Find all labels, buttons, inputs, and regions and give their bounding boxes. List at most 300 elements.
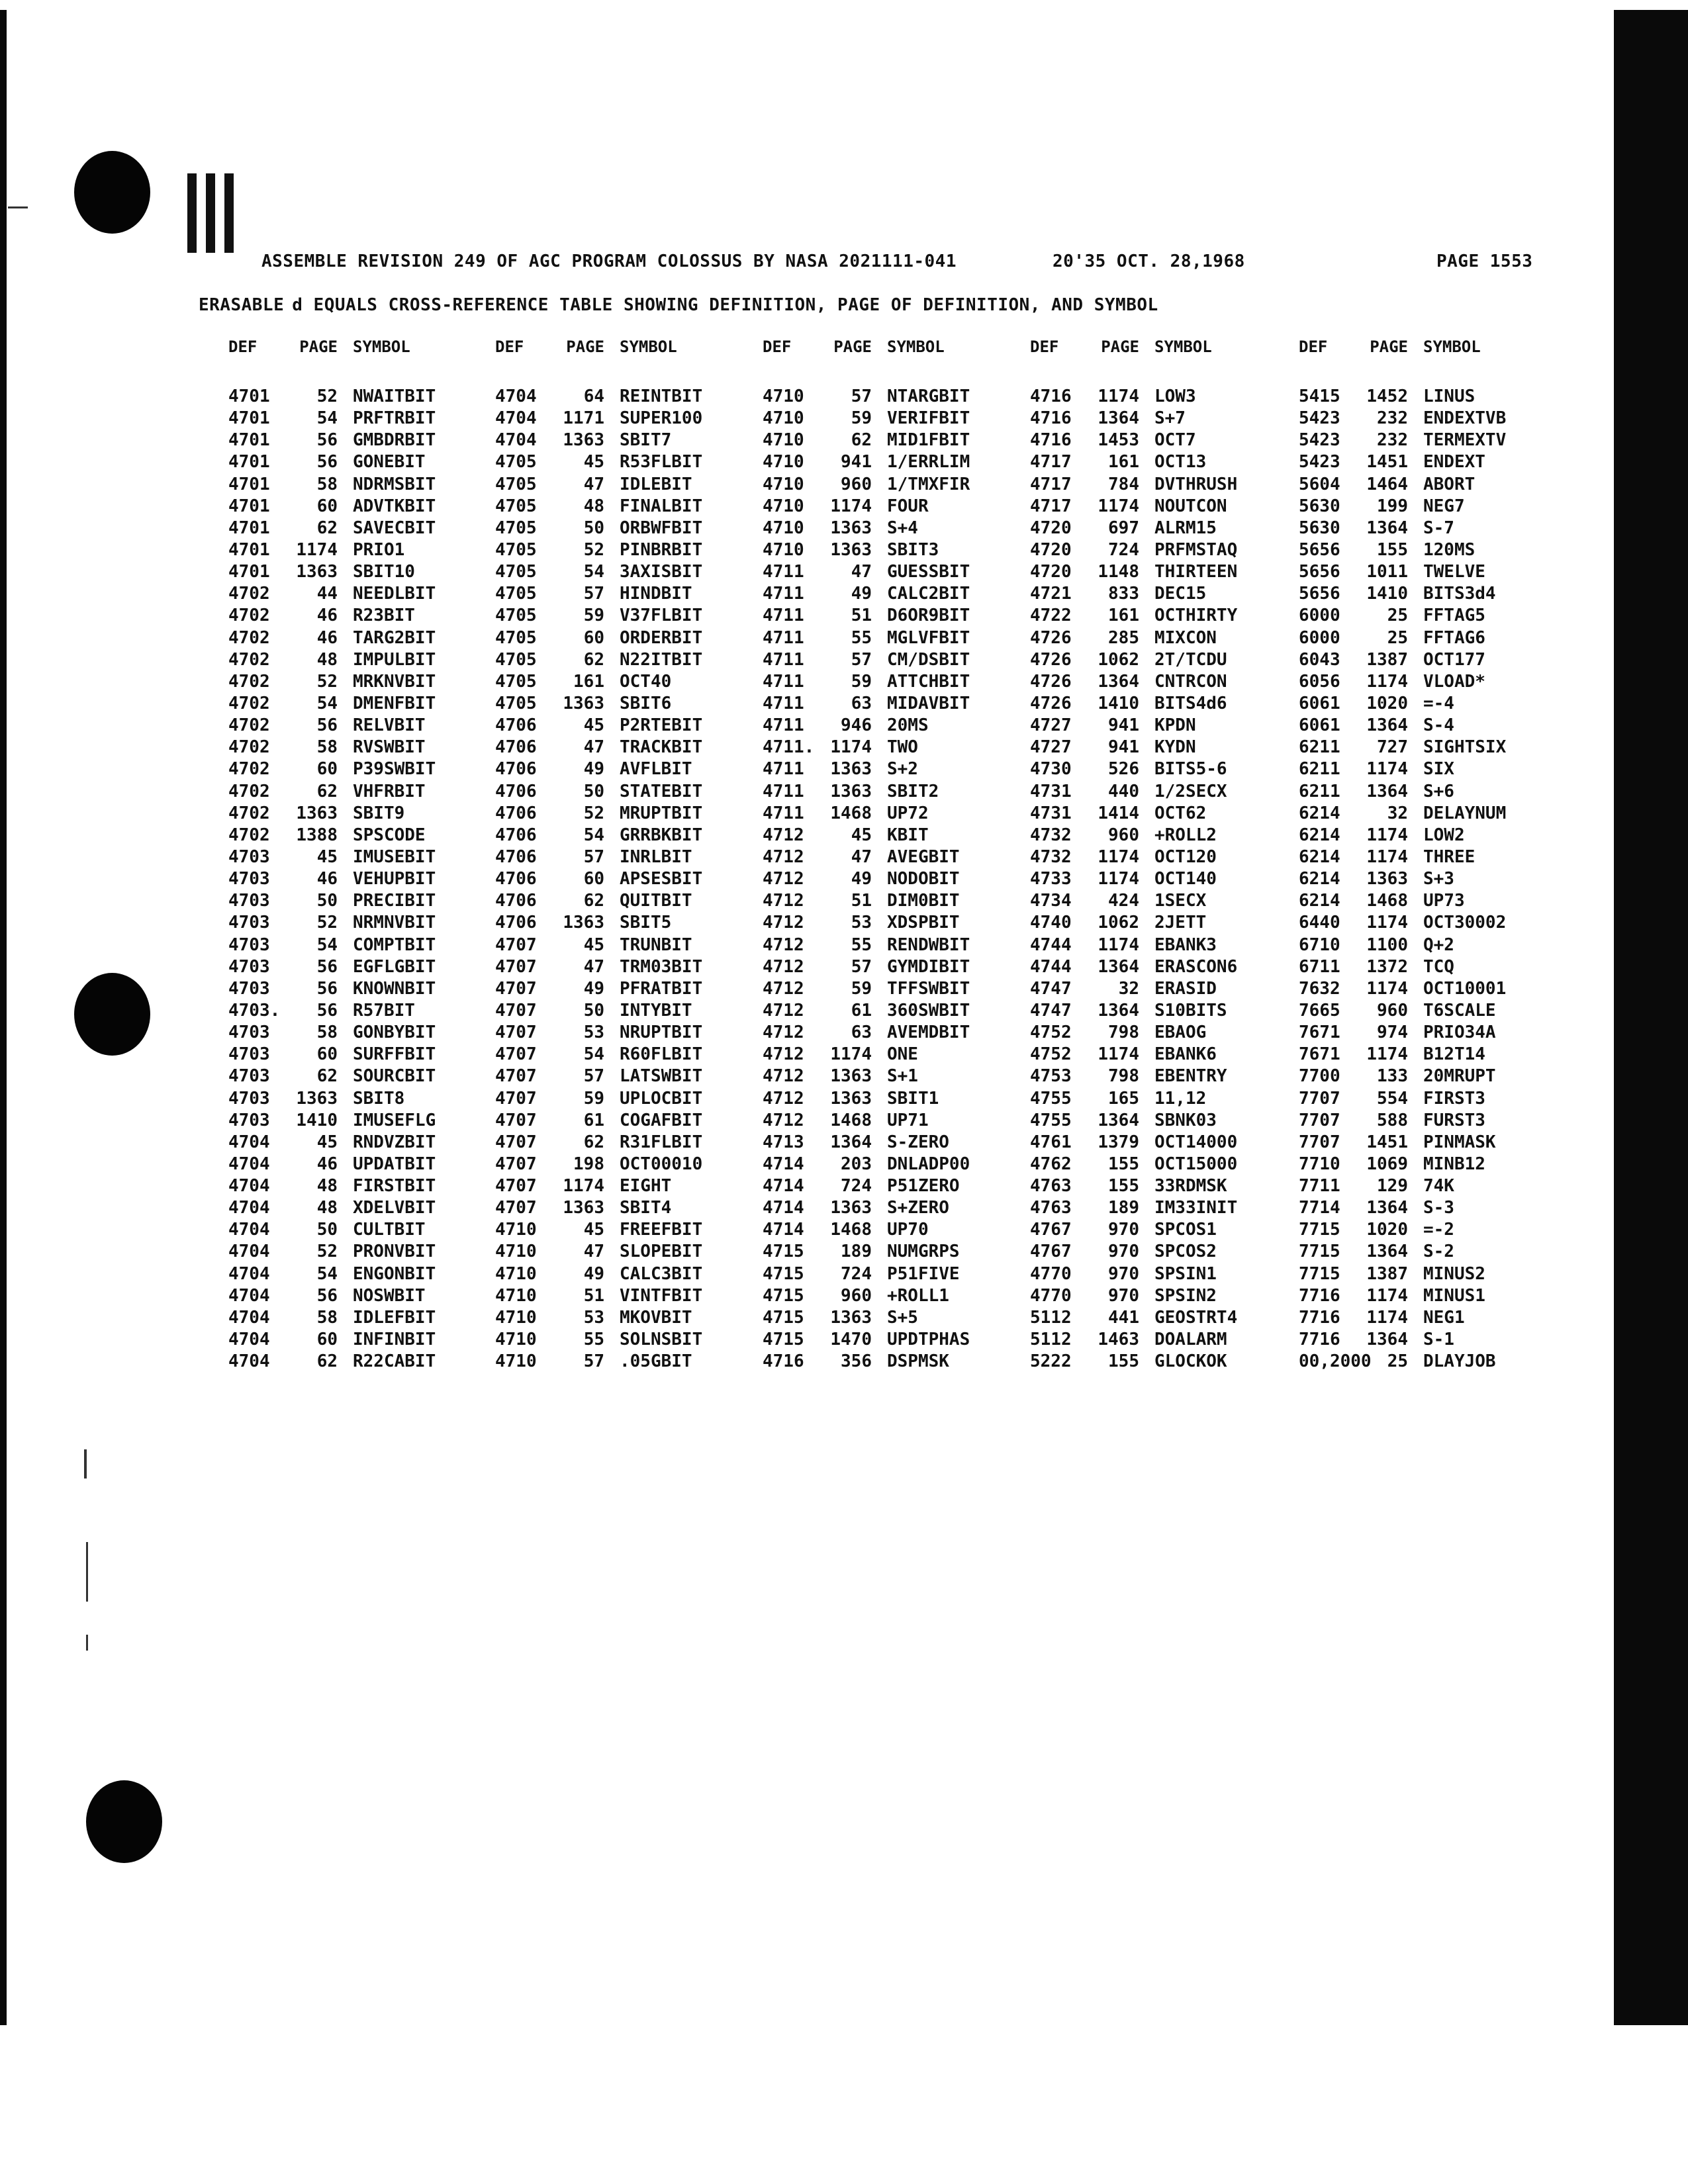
table-row bbox=[228, 1023, 493, 1044]
symbol-cell: OCT7 bbox=[1154, 430, 1196, 451]
page-cell: 50 bbox=[316, 1220, 338, 1240]
table-row bbox=[228, 1176, 493, 1198]
symbol-cell: S-2 bbox=[1423, 1242, 1454, 1262]
symbol-cell: OCT13 bbox=[1154, 452, 1207, 473]
def-cell: 4717 bbox=[1030, 496, 1072, 516]
table-row bbox=[228, 891, 493, 913]
column-group bbox=[495, 338, 760, 1373]
page-cell: 25 bbox=[1387, 627, 1408, 648]
header-symbol: SYMBOL bbox=[353, 338, 410, 356]
page-cell: 57 bbox=[851, 956, 872, 977]
page-cell: 1174 bbox=[1366, 1285, 1408, 1306]
symbol-cell: NDRMSBIT bbox=[353, 474, 436, 494]
symbol-cell: OCT14000 bbox=[1154, 1132, 1238, 1152]
symbol-cell: TCQ bbox=[1423, 956, 1454, 977]
table-row bbox=[228, 1044, 493, 1066]
def-cell: 4703. bbox=[228, 1000, 281, 1021]
def-cell: 4715 bbox=[763, 1307, 804, 1328]
symbol-cell: ENDEXTVB bbox=[1423, 408, 1507, 429]
def-cell: 4706 bbox=[495, 737, 537, 758]
symbol-cell: S+2 bbox=[887, 759, 918, 780]
symbol-cell: N22ITBIT bbox=[620, 649, 703, 670]
page-cell: 1174 bbox=[563, 1176, 604, 1197]
page-cell: 1174 bbox=[1366, 913, 1408, 933]
page-cell: 57 bbox=[583, 846, 604, 867]
def-cell: 4703 bbox=[228, 934, 270, 955]
header-symbol: SYMBOL bbox=[1423, 338, 1481, 356]
table-row bbox=[1030, 1111, 1295, 1132]
symbol-cell: MIXCON bbox=[1154, 627, 1217, 648]
table-row bbox=[228, 430, 493, 452]
page-cell: 50 bbox=[583, 781, 604, 801]
table-row bbox=[1299, 1023, 1564, 1044]
page-cell: 189 bbox=[841, 1242, 872, 1262]
symbol-cell: PRIO34A bbox=[1423, 1023, 1496, 1043]
table-row bbox=[228, 1001, 493, 1023]
page-cell: 1453 bbox=[1098, 430, 1139, 451]
def-cell: 7716 bbox=[1299, 1330, 1340, 1350]
def-cell: 4705 bbox=[495, 539, 537, 560]
symbol-cell: VHFRBIT bbox=[353, 781, 426, 801]
table-row bbox=[228, 1242, 493, 1263]
symbol-cell: DMENFBIT bbox=[353, 693, 436, 713]
def-cell: 7707 bbox=[1299, 1132, 1340, 1152]
page-cell: 45 bbox=[583, 452, 604, 473]
symbol-cell: SIGHTSIX bbox=[1423, 737, 1507, 758]
table-row bbox=[495, 1351, 760, 1373]
page-cell: 1387 bbox=[1366, 1263, 1408, 1284]
page-cell: 727 bbox=[1377, 737, 1408, 758]
page-cell: 1364 bbox=[1366, 1242, 1408, 1262]
symbol-cell: SBIT1 bbox=[887, 1088, 939, 1109]
table-row bbox=[1030, 1176, 1295, 1198]
page-cell: 50 bbox=[583, 518, 604, 538]
page-cell: 52 bbox=[583, 539, 604, 560]
symbol-cell: SIX bbox=[1423, 759, 1454, 780]
punch-hole-middle bbox=[74, 973, 150, 1056]
table-row bbox=[228, 1198, 493, 1220]
def-cell: 4703 bbox=[228, 956, 270, 977]
def-cell: 4711 bbox=[763, 671, 804, 692]
def-cell: 7671 bbox=[1299, 1044, 1340, 1065]
table-row bbox=[228, 628, 493, 650]
page-cell: 54 bbox=[583, 1044, 604, 1065]
page-cell: 941 bbox=[1108, 715, 1139, 736]
def-cell: 4705 bbox=[495, 606, 537, 626]
symbol-cell: NWAITBIT bbox=[353, 387, 436, 406]
symbol-cell: S-1 bbox=[1423, 1330, 1454, 1350]
table-row bbox=[1299, 606, 1564, 627]
symbol-cell: S10BITS bbox=[1154, 1000, 1227, 1021]
symbol-cell: NUMGRPS bbox=[887, 1242, 960, 1262]
page-cell: 60 bbox=[583, 869, 604, 889]
def-cell: 4726 bbox=[1030, 671, 1072, 692]
column-header bbox=[495, 338, 760, 364]
symbol-cell: SBNK03 bbox=[1154, 1110, 1217, 1130]
page-cell: 32 bbox=[1118, 978, 1139, 999]
table-row bbox=[228, 540, 493, 562]
symbol-cell: DVTHRUSH bbox=[1154, 474, 1238, 494]
page-cell: 1364 bbox=[1366, 715, 1408, 736]
table-row bbox=[1299, 737, 1564, 759]
def-cell: 4770 bbox=[1030, 1263, 1072, 1284]
table-row bbox=[228, 672, 493, 694]
table-row bbox=[1299, 650, 1564, 672]
page-cell: 1363 bbox=[563, 1198, 604, 1218]
def-cell: 6214 bbox=[1299, 803, 1340, 823]
def-cell: 4714 bbox=[763, 1176, 804, 1197]
def-cell: 4705 bbox=[495, 693, 537, 713]
column-rows bbox=[763, 387, 1027, 1373]
def-cell: 4702 bbox=[228, 781, 270, 801]
symbol-cell: ONE bbox=[887, 1044, 918, 1065]
page-cell: 60 bbox=[316, 496, 338, 516]
symbol-cell: S+3 bbox=[1423, 869, 1454, 889]
def-cell: 4702 bbox=[228, 584, 270, 604]
def-cell: 4703 bbox=[228, 1044, 270, 1065]
def-cell: 4703 bbox=[228, 891, 270, 911]
table-row bbox=[228, 1308, 493, 1330]
def-cell: 4710 bbox=[763, 518, 804, 538]
def-cell: 4714 bbox=[763, 1154, 804, 1174]
def-cell: 4731 bbox=[1030, 781, 1072, 801]
def-cell: 4703 bbox=[228, 913, 270, 933]
scan-mark bbox=[86, 1542, 88, 1602]
table-row bbox=[763, 694, 1027, 715]
table-row bbox=[228, 1132, 493, 1154]
symbol-cell: OCT30002 bbox=[1423, 913, 1507, 933]
symbol-cell: SBIT9 bbox=[353, 803, 405, 823]
def-cell: 4701 bbox=[228, 387, 270, 406]
table-row bbox=[1030, 957, 1295, 979]
def-cell: 5630 bbox=[1299, 496, 1340, 516]
page-cell: 1174 bbox=[1366, 671, 1408, 692]
def-cell: 4701 bbox=[228, 430, 270, 451]
def-cell: 4732 bbox=[1030, 846, 1072, 867]
symbol-cell: KPDN bbox=[1154, 715, 1196, 736]
page-cell: 32 bbox=[1387, 803, 1408, 823]
def-cell: 4767 bbox=[1030, 1242, 1072, 1262]
def-cell: 6061 bbox=[1299, 693, 1340, 713]
table-row bbox=[495, 496, 760, 518]
table-row bbox=[763, 1220, 1027, 1242]
table-row bbox=[1030, 584, 1295, 606]
def-cell: 4710 bbox=[495, 1351, 537, 1372]
table-row bbox=[1030, 452, 1295, 474]
def-cell: 4727 bbox=[1030, 737, 1072, 758]
page-cell: 61 bbox=[851, 1000, 872, 1021]
symbol-cell: PRFTRBIT bbox=[353, 408, 436, 429]
symbol-cell: EBANK3 bbox=[1154, 934, 1217, 955]
def-cell: 4747 bbox=[1030, 1000, 1072, 1021]
def-cell: 5656 bbox=[1299, 539, 1340, 560]
subtitle-prefix: ERASABLE bbox=[199, 295, 285, 315]
def-cell: 4702 bbox=[228, 671, 270, 692]
page-cell: 46 bbox=[316, 869, 338, 889]
table-row bbox=[1030, 1089, 1295, 1111]
header-page: PAGE bbox=[833, 338, 872, 356]
symbol-cell: SPSIN2 bbox=[1154, 1285, 1217, 1306]
page-cell: 1363 bbox=[830, 1088, 872, 1109]
page-cell: 1410 bbox=[296, 1110, 338, 1130]
table-row bbox=[763, 606, 1027, 627]
def-cell: 4744 bbox=[1030, 934, 1072, 955]
table-row bbox=[763, 518, 1027, 540]
symbol-cell: ORBWFBIT bbox=[620, 518, 703, 538]
table-row bbox=[228, 715, 493, 737]
def-cell: 4701 bbox=[228, 496, 270, 516]
table-row bbox=[1299, 847, 1564, 869]
def-cell: 4712 bbox=[763, 1110, 804, 1130]
page-cell: 62 bbox=[316, 781, 338, 801]
table-row bbox=[1030, 628, 1295, 650]
page-cell: 62 bbox=[851, 430, 872, 451]
def-cell: 4755 bbox=[1030, 1088, 1072, 1109]
page-cell: 46 bbox=[316, 606, 338, 626]
page-cell: 285 bbox=[1108, 627, 1139, 648]
def-cell: 6043 bbox=[1299, 649, 1340, 670]
page-cell: 356 bbox=[841, 1351, 872, 1372]
symbol-cell: IMUSEBIT bbox=[353, 846, 436, 867]
table-row bbox=[1299, 1330, 1564, 1351]
table-row bbox=[495, 1132, 760, 1154]
def-cell: 6710 bbox=[1299, 934, 1340, 955]
def-cell: 4701 bbox=[228, 562, 270, 582]
def-cell: 4704 bbox=[228, 1220, 270, 1240]
def-cell: 5415 bbox=[1299, 387, 1340, 406]
table-row bbox=[1030, 825, 1295, 847]
def-cell: 6214 bbox=[1299, 825, 1340, 845]
def-cell: 4711 bbox=[763, 627, 804, 648]
table-row bbox=[228, 387, 493, 408]
table-row bbox=[1299, 979, 1564, 1001]
page-cell: 57 bbox=[583, 1066, 604, 1087]
symbol-cell: OCT40 bbox=[620, 671, 672, 692]
symbol-cell: OCT62 bbox=[1154, 803, 1207, 823]
def-cell: 4701 bbox=[228, 539, 270, 560]
symbol-cell: D6OR9BIT bbox=[887, 606, 970, 626]
def-cell: 7632 bbox=[1299, 978, 1340, 999]
def-cell: 4716 bbox=[763, 1351, 804, 1372]
page-cell: 49 bbox=[583, 1263, 604, 1284]
def-cell: 4727 bbox=[1030, 715, 1072, 736]
symbol-cell: S-7 bbox=[1423, 518, 1454, 538]
symbol-cell: P51FIVE bbox=[887, 1263, 960, 1284]
def-cell: 5222 bbox=[1030, 1351, 1072, 1372]
page-cell: 59 bbox=[851, 408, 872, 429]
table-row bbox=[228, 1330, 493, 1351]
def-cell: 4702 bbox=[228, 606, 270, 626]
page-cell: 25 bbox=[1387, 606, 1408, 626]
table-row bbox=[763, 672, 1027, 694]
def-cell: 7716 bbox=[1299, 1307, 1340, 1328]
def-cell: 4703 bbox=[228, 1023, 270, 1043]
page-cell: 1410 bbox=[1098, 693, 1139, 713]
symbol-cell: IM33INIT bbox=[1154, 1198, 1238, 1218]
page-cell: 155 bbox=[1108, 1351, 1139, 1372]
def-cell: 4716 bbox=[1030, 408, 1072, 429]
page-cell: 1452 bbox=[1366, 387, 1408, 406]
page-cell: 1363 bbox=[296, 562, 338, 582]
page-cell: 45 bbox=[316, 846, 338, 867]
printer-registration-marks bbox=[187, 173, 247, 253]
def-cell: 4761 bbox=[1030, 1132, 1072, 1152]
def-cell: 4704 bbox=[228, 1154, 270, 1174]
def-cell: 4716 bbox=[1030, 430, 1072, 451]
def-cell: 6211 bbox=[1299, 759, 1340, 780]
def-cell: 4702 bbox=[228, 649, 270, 670]
page-cell: 941 bbox=[1108, 737, 1139, 758]
page-cell: 52 bbox=[583, 803, 604, 823]
symbol-cell: SOLNSBIT bbox=[620, 1330, 703, 1350]
symbol-cell: NOUTCON bbox=[1154, 496, 1227, 516]
symbol-cell: TWO bbox=[887, 737, 918, 758]
def-cell: 4767 bbox=[1030, 1220, 1072, 1240]
table-row bbox=[495, 1089, 760, 1111]
table-row bbox=[763, 803, 1027, 825]
table-row bbox=[1030, 1001, 1295, 1023]
table-row bbox=[763, 869, 1027, 891]
symbol-cell: GRRBKBIT bbox=[620, 825, 703, 845]
table-row bbox=[1299, 430, 1564, 452]
page-cell: 56 bbox=[316, 978, 338, 999]
def-cell: 4701 bbox=[228, 408, 270, 429]
page-cell: 49 bbox=[583, 978, 604, 999]
page-cell: 55 bbox=[851, 934, 872, 955]
symbol-cell: ATTCHBIT bbox=[887, 671, 970, 692]
header-symbol: SYMBOL bbox=[1154, 338, 1212, 356]
column-rows bbox=[495, 387, 760, 1373]
def-cell: 4705 bbox=[495, 496, 537, 516]
page-cell: 63 bbox=[851, 1023, 872, 1043]
table-row bbox=[1299, 1066, 1564, 1088]
page-cell: 161 bbox=[1108, 606, 1139, 626]
table-row bbox=[495, 1001, 760, 1023]
table-row bbox=[1299, 869, 1564, 891]
table-row bbox=[495, 803, 760, 825]
def-cell: 4710 bbox=[495, 1220, 537, 1240]
page-cell: 554 bbox=[1377, 1088, 1408, 1109]
table-row bbox=[763, 1066, 1027, 1088]
page-cell: 59 bbox=[583, 606, 604, 626]
page-cell: 1364 bbox=[1366, 781, 1408, 801]
page-cell: 440 bbox=[1108, 781, 1139, 801]
def-cell: 4714 bbox=[763, 1220, 804, 1240]
symbol-cell: EBENTRY bbox=[1154, 1066, 1227, 1087]
page-cell: 960 bbox=[1377, 1000, 1408, 1021]
def-cell: 4740 bbox=[1030, 913, 1072, 933]
def-cell: 4710 bbox=[763, 474, 804, 494]
symbol-cell: UP71 bbox=[887, 1110, 929, 1130]
table-row bbox=[763, 1001, 1027, 1023]
symbol-cell: LINUS bbox=[1423, 387, 1476, 406]
def-cell: 6211 bbox=[1299, 737, 1340, 758]
symbol-cell: GONEBIT bbox=[353, 452, 426, 473]
page-cell: 52 bbox=[316, 1242, 338, 1262]
table-row bbox=[228, 847, 493, 869]
table-row bbox=[1030, 803, 1295, 825]
page-cell: 960 bbox=[1108, 825, 1139, 845]
symbol-cell: B12T14 bbox=[1423, 1044, 1485, 1065]
page-cell: 62 bbox=[583, 891, 604, 911]
page-cell: 47 bbox=[583, 474, 604, 494]
page-cell: 1451 bbox=[1366, 452, 1408, 473]
table-row bbox=[1299, 803, 1564, 825]
symbol-cell: SBIT2 bbox=[887, 781, 939, 801]
table-row bbox=[763, 1023, 1027, 1044]
table-row bbox=[763, 540, 1027, 562]
table-row bbox=[495, 475, 760, 496]
page-cell: 1174 bbox=[1366, 978, 1408, 999]
def-cell: 4701 bbox=[228, 518, 270, 538]
page-cell: 49 bbox=[851, 584, 872, 604]
table-row bbox=[763, 737, 1027, 759]
symbol-cell: =-4 bbox=[1423, 693, 1454, 713]
symbol-cell: S-ZERO bbox=[887, 1132, 949, 1152]
page-cell: 129 bbox=[1377, 1176, 1408, 1197]
def-cell: 00,2000 bbox=[1299, 1351, 1372, 1372]
table-row bbox=[1030, 1242, 1295, 1263]
def-cell: 4702 bbox=[228, 715, 270, 736]
page-cell: 1174 bbox=[830, 737, 872, 758]
page-cell: 1364 bbox=[1098, 956, 1139, 977]
table-row bbox=[1299, 408, 1564, 430]
def-cell: 4706 bbox=[495, 913, 537, 933]
table-row bbox=[495, 957, 760, 979]
symbol-cell: GYMDIBIT bbox=[887, 956, 970, 977]
def-cell: 4707 bbox=[495, 1110, 537, 1130]
symbol-cell: IMPULBIT bbox=[353, 649, 436, 670]
symbol-cell: S+1 bbox=[887, 1066, 918, 1087]
symbol-cell: NRMNVBIT bbox=[353, 913, 436, 933]
def-cell: 4701 bbox=[228, 452, 270, 473]
page-cell: 1363 bbox=[830, 1307, 872, 1328]
table-row bbox=[1030, 979, 1295, 1001]
def-cell: 4701 bbox=[228, 474, 270, 494]
symbol-cell: Q+2 bbox=[1423, 934, 1454, 955]
table-row bbox=[228, 694, 493, 715]
symbol-cell: AVEGBIT bbox=[887, 846, 960, 867]
def-cell: 4720 bbox=[1030, 562, 1072, 582]
symbol-cell: FFTAG6 bbox=[1423, 627, 1485, 648]
symbol-cell: S+4 bbox=[887, 518, 918, 538]
symbol-cell: ERASID bbox=[1154, 978, 1217, 999]
def-cell: 5112 bbox=[1030, 1330, 1072, 1350]
page-cell: 1100 bbox=[1366, 934, 1408, 955]
page-cell: 1414 bbox=[1098, 803, 1139, 823]
def-cell: 4703 bbox=[228, 978, 270, 999]
page-cell: 1451 bbox=[1366, 1132, 1408, 1152]
def-cell: 4706 bbox=[495, 803, 537, 823]
symbol-cell: SBIT10 bbox=[353, 562, 415, 582]
symbol-cell: S+5 bbox=[887, 1307, 918, 1328]
symbol-cell: S+ZERO bbox=[887, 1198, 949, 1218]
table-row bbox=[763, 1176, 1027, 1198]
page-cell: 1372 bbox=[1366, 956, 1408, 977]
def-cell: 4712 bbox=[763, 956, 804, 977]
column-header bbox=[228, 338, 493, 364]
def-cell: 5112 bbox=[1030, 1307, 1072, 1328]
page-cell: 941 bbox=[841, 452, 872, 473]
def-cell: 5656 bbox=[1299, 562, 1340, 582]
page-cell: 51 bbox=[583, 1285, 604, 1306]
symbol-cell: KYDN bbox=[1154, 737, 1196, 758]
def-cell: 4704 bbox=[228, 1242, 270, 1262]
symbol-cell: OCT120 bbox=[1154, 846, 1217, 867]
def-cell: 4712 bbox=[763, 913, 804, 933]
def-cell: 4712 bbox=[763, 1023, 804, 1043]
page-cell: 1174 bbox=[830, 496, 872, 516]
